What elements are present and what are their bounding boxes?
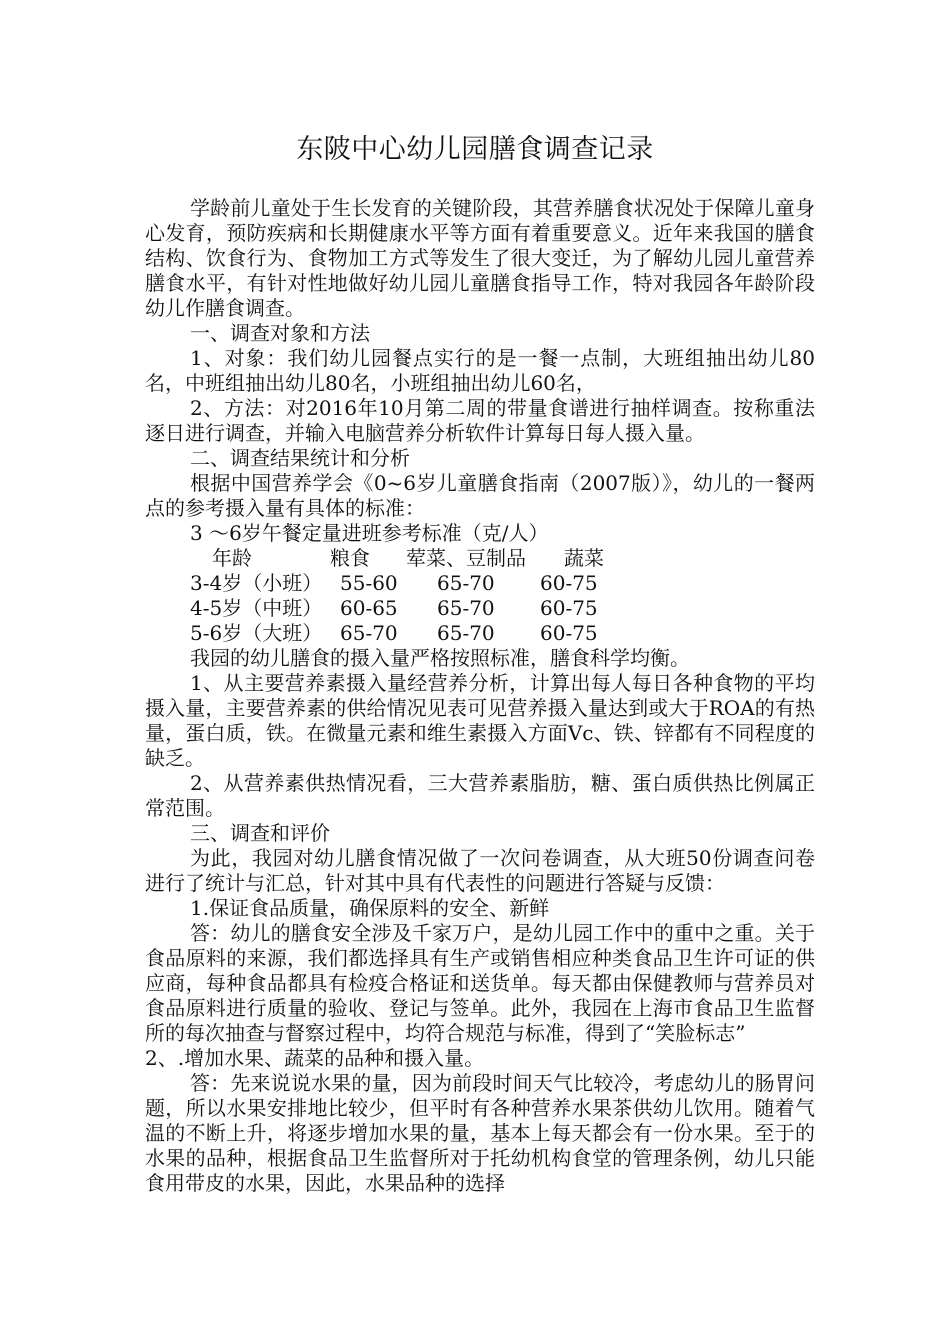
table-cell: 65-70 [437, 621, 495, 645]
table-cell: 55-60 [340, 571, 398, 595]
table-cell: 60-65 [340, 596, 398, 620]
section3-answer-2: 答：先来说说水果的量，因为前段时间天气比较冷，考虑幼儿的肠胃问题，所以水果安排地比较少，但平时有各种营养水果茶供幼儿饮用。随着气温的不断上升，将逐步增加水果的量，基本上每天都会有一份水果。至于的水果的品种，根据食品卫生监督所对于托幼机构食堂的管理条例，幼儿只能食用带皮的水果，因此，水果品种的选择 [145, 1071, 815, 1195]
table-cell: 65-70 [340, 621, 398, 645]
section-heading-1: 一、调查对象和方法 [190, 321, 370, 345]
section3-answer-1: 答：幼儿的膳食安全涉及千家万户，是幼儿园工作中的重中之重。关于食品原料的来源，我们都选择具有生产或销售相应种类食品卫生许可证的供应商，每种食品都具有检疫合格证和送货单。每天都由保健教师与营养员对食品原料进行质量的验收、登记与签单。此外，我园在上海市食品卫生监督所的每次抽查与督察过程中，均符合规范与标准，得到了“笑脸标志” [145, 921, 815, 1045]
table-header-cell: 蔬菜 [564, 546, 604, 570]
section1-item-1: 1、对象：我们幼儿园餐点实行的是一餐一点制，大班组抽出幼儿80名，中班组抽出幼儿80名，小班组抽出幼儿60名， [145, 346, 815, 395]
section2-item-1: 1、从主要营养素摄入量经营养分析，计算出每人每日各种食物的平均摄入量，主要营养素的供给情况见表可见营养摄入量达到或大于ROA的有热量，蛋白质，铁。在微量元素和维生素摄入方面Vc、铁、锌都有不同程度的缺乏。 [145, 671, 815, 770]
document-body [145, 196, 815, 1196]
table-cell: 5-6岁（大班） [190, 621, 323, 645]
section3-question-2: 2、.增加水果、蔬菜的品种和摄入量。 [145, 1046, 485, 1070]
section3-paragraph-1: 为此，我园对幼儿膳食情况做了一次问卷调查，从大班50份调查问卷进行了统计与汇总，针对其中具有代表性的问题进行答疑与反馈： [145, 846, 815, 895]
table-cell: 60-75 [540, 621, 598, 645]
section-heading-2: 二、调查结果统计和分析 [190, 446, 410, 470]
section2-item-2: 2、从营养素供热情况看，三大营养素脂肪，糖、蛋白质供热比例属正常范围。 [145, 771, 815, 820]
section3-question-1: 1.保证食品质量，确保原料的安全、新鲜 [190, 896, 550, 920]
section-heading-3: 三、调查和评价 [190, 821, 330, 845]
table-row [145, 596, 815, 621]
document-title: 东陂中心幼儿园膳食调查记录 [296, 134, 654, 165]
table-cell: 4-5岁（中班） [190, 596, 323, 620]
table-cell: 65-70 [437, 571, 495, 595]
table-row [145, 621, 815, 646]
intro-paragraph: 学龄前儿童处于生长发育的关键阶段，其营养膳食状况处于保障儿童身心发育，预防疾病和长期健康水平等方面有着重要意义。近年来我国的膳食结构、饮食行为、食物加工方式等发生了很大变迁，为了解幼儿园儿童营养膳食水平，有针对性地做好幼儿园儿童膳食指导工作，特对我园各年龄阶段幼儿作膳食调查。 [145, 196, 815, 320]
section2-paragraph-2: 我园的幼儿膳食的摄入量严格按照标准，膳食科学均衡。 [190, 646, 690, 670]
table-cell: 60-75 [540, 596, 598, 620]
section1-item-2: 2、方法：对2016年10月第二周的带量食谱进行抽样调查。按称重法逐日进行调查，并输入电脑营养分析软件计算每日每人摄入量。 [145, 396, 815, 445]
table-row [145, 571, 815, 596]
reference-table-title: 3 ～6岁午餐定量进班参考标准（克/人） [190, 521, 549, 545]
table-header-cell: 粮食 [330, 546, 370, 570]
reference-table-header [145, 546, 815, 571]
table-header-cell: 年龄 [212, 546, 252, 570]
table-header-cell: 荤菜、豆制品 [406, 546, 526, 570]
section2-paragraph-1: 根据中国营养学会《0~6岁儿童膳食指南（2007版）》，幼儿的一餐两点的参考摄入量有具体的标准： [145, 471, 815, 520]
table-cell: 3-4岁（小班） [190, 571, 323, 595]
table-cell: 65-70 [437, 596, 495, 620]
table-cell: 60-75 [540, 571, 598, 595]
